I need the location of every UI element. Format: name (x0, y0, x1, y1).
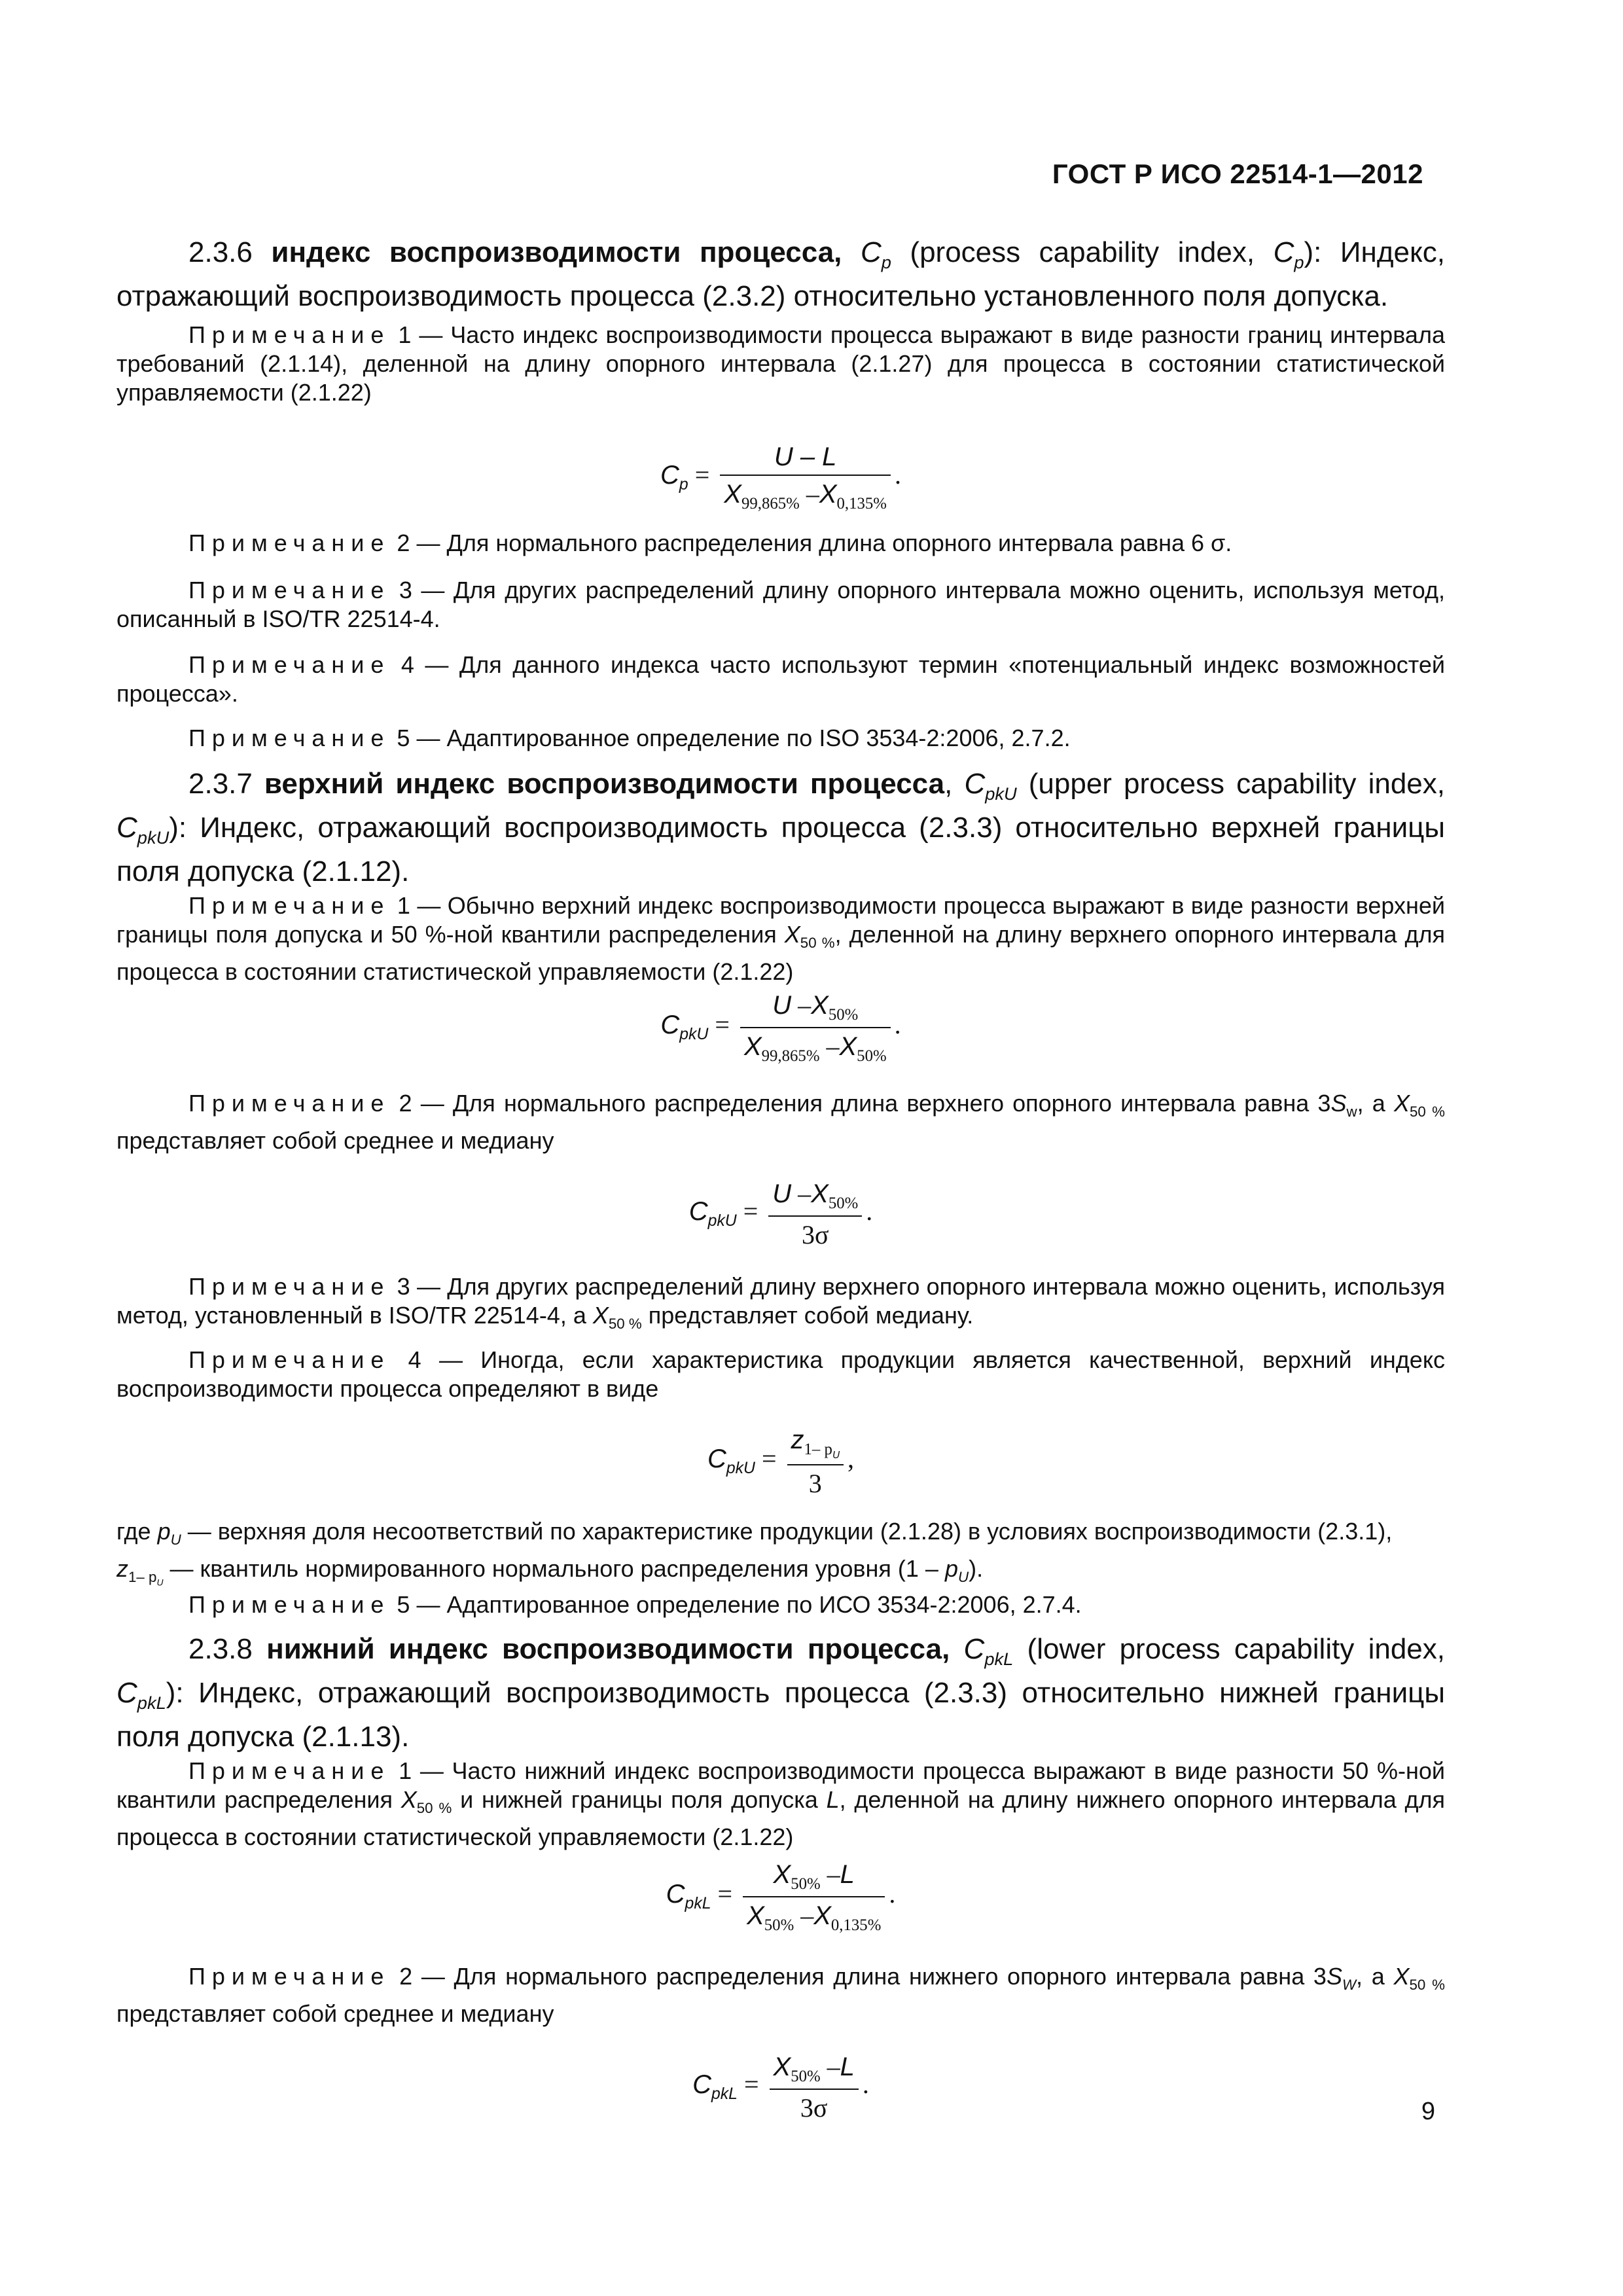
note-number: 1 (397, 892, 410, 919)
term-number: 2.3.7 (188, 768, 253, 800)
formula-x: X (743, 1032, 762, 1061)
formula-numerator (768, 1178, 862, 1217)
where-symbol: p (944, 1555, 958, 1583)
formula-end: . (894, 1010, 901, 1040)
formula-denominator: 3 (808, 1468, 822, 1498)
formula-cpku-3sigma (116, 1178, 1445, 1250)
formula-x: X (811, 1179, 829, 1208)
note-number: 3 (399, 577, 412, 603)
note-symbol: X (1393, 1963, 1410, 1990)
formula-minus: – (800, 1901, 814, 1930)
formula-equals: = (694, 460, 710, 490)
note-label: Примечание (188, 1591, 391, 1618)
formula-numerator (740, 990, 891, 1028)
note-text: представляет собой среднее и медиану (116, 2000, 554, 2028)
formula-equals: = (717, 1879, 733, 1909)
note-label: Примечание (188, 321, 391, 348)
note-text: и нижней границы поля допуска (460, 1786, 818, 1813)
formula-denominator (743, 1897, 885, 1935)
note-label: Примечание (188, 577, 391, 603)
where-label: где (116, 1518, 151, 1545)
note-text: , деленной на длину нижнего опорного интервала для процесса в состоянии статистической управляемости (2.1.22) (116, 1786, 1445, 1851)
note-text: — Для нормального распределения длина опорного интервала равна 6 σ. (416, 529, 1232, 556)
term-symbol-2: C (116, 811, 137, 844)
formula-equals: = (743, 2070, 759, 2100)
formula-sub: 0,135% (830, 1916, 882, 1934)
note-label: Примечание (188, 529, 391, 556)
note-236-2 (116, 529, 1445, 558)
note-text: — Адаптированное определение по ISO 3534-2:2006, 2.7.2. (416, 725, 1071, 751)
formula-x: X (813, 1901, 831, 1930)
note-label: Примечание (188, 892, 391, 919)
term-definition (116, 767, 1445, 889)
formula-sub-text: 1– p (804, 1441, 832, 1458)
formula-x: X (839, 1032, 857, 1061)
formula-denominator (720, 476, 891, 513)
formula-fraction (743, 1859, 885, 1935)
term-english: (upper process capability index, (1028, 768, 1445, 800)
term-english: (process capability index, (910, 236, 1255, 268)
term-number: 2.3.8 (188, 1633, 253, 1665)
note-237-1 (116, 891, 1445, 986)
formula-sub: 50% (791, 2068, 821, 2085)
note-label: Примечание (188, 725, 391, 751)
formula-z: z (791, 1426, 804, 1454)
formula-equals: = (761, 1444, 777, 1474)
formula-numerator: U – L (720, 442, 891, 476)
formula-end: , (847, 1444, 855, 1474)
formula-cpku-z (116, 1424, 1445, 1499)
note-text: , а (1356, 1963, 1385, 1990)
term-symbol: C (964, 768, 986, 800)
note-number: 5 (397, 1591, 410, 1618)
note-text: — Для других распределений длину верхнего опорного интервала можно оценить, используя метод, установленный в ISO/TR 22514-4, а (116, 1273, 1445, 1329)
section-2-3-7 (116, 767, 1445, 889)
term-number: 2.3.6 (188, 236, 253, 268)
term-title: верхний индекс воспроизводимости процесса (264, 768, 945, 800)
term-symbol-sub: pkU (985, 783, 1017, 804)
formula-sub: 99,865% (761, 1047, 820, 1065)
term-symbol-2-sub: pkL (137, 1692, 166, 1713)
formula-minus: – (827, 2052, 840, 2081)
term-symbol: C (860, 236, 882, 268)
formula-numerator (787, 1424, 844, 1465)
formula-end: . (862, 2070, 869, 2100)
formula-end: . (889, 1879, 896, 1909)
note-text: — Для нормального распределения длина нижнего опорного интервала равна 3 (421, 1963, 1327, 1990)
formula-symbol-sub: pkU (726, 1460, 755, 1478)
where-text: ). (969, 1555, 984, 1583)
note-label: Примечание (188, 1346, 391, 1373)
formula-cp (116, 442, 1445, 513)
formula-fraction (770, 2051, 859, 2123)
formula-sub (804, 1441, 840, 1461)
note-number: 2 (399, 1963, 413, 1990)
note-text: — Для других распределений длину опорного интервала можно оценить, используя метод, описанный в ISO/TR 22514-4. (116, 577, 1445, 632)
formula-sub: 50% (791, 1875, 821, 1893)
formula-x: X (819, 480, 837, 509)
where-symbol: p (157, 1518, 171, 1545)
formula-symbol: C (660, 1011, 680, 1040)
term-title: нижний индекс воспроизводимости процесса, (266, 1633, 950, 1665)
term-comma: , (944, 768, 953, 800)
note-236-5 (116, 724, 1445, 753)
term-definition-text: ): Индекс, отражающий воспроизводимость процесса (2.3.2) относительно установленного поля допуска. (116, 236, 1445, 312)
formula-minus: – (798, 990, 812, 1020)
note-label: Примечание (188, 1757, 391, 1784)
formula-u: U (772, 1179, 792, 1208)
term-definition (116, 1632, 1445, 1754)
formula-minus: – (798, 1179, 812, 1208)
note-symbol: X (784, 921, 800, 948)
formula-end: . (866, 1196, 873, 1227)
formula-symbol-sub: p (679, 476, 688, 494)
formula-minus: – (827, 1859, 840, 1889)
formula-u: U (772, 991, 792, 1020)
note-label: Примечание (188, 1963, 391, 1990)
note-symbol-sub: 50 % (608, 1316, 642, 1333)
note-symbol-sub: 50 % (1409, 1103, 1445, 1121)
formula-symbol: C (688, 1197, 708, 1227)
term-definition (116, 236, 1445, 314)
note-number: 1 (398, 321, 412, 348)
formula-equals: = (743, 1196, 758, 1227)
term-symbol-2: C (116, 1676, 137, 1709)
formula-symbol: C (692, 2070, 711, 2100)
note-text: — Часто индекс воспроизводимости процесса выражают в виде разности границ интервала требований (2.1.14), деленной на длину опорного интервала (2.1.27) для процесса в состоянии статистической управляемости (2.1.22) (116, 321, 1445, 406)
note-label: Примечание (188, 1273, 391, 1300)
formula-minus: – (826, 1031, 840, 1061)
note-number: 2 (399, 1090, 412, 1117)
term-symbol-2: C (1273, 236, 1294, 268)
note-number: 4 (401, 651, 414, 678)
formula-sub: 50% (828, 1006, 859, 1024)
note-symbol-sub: 50 % (1409, 1977, 1445, 1994)
note-number: 5 (397, 725, 410, 751)
note-237-3 (116, 1272, 1445, 1338)
note-236-4 (116, 651, 1445, 708)
formula-sub: 50% (764, 1916, 794, 1934)
formula-l: L (840, 2053, 855, 2081)
note-label: Примечание (188, 651, 391, 678)
formula-sub: 50% (828, 1194, 859, 1212)
note-238-2 (116, 1962, 1445, 2028)
note-text: , деленной на длину верхнего опорного интервала для процесса в состоянии статистической управляемости (2.1.22) (116, 921, 1445, 986)
formula-numerator (743, 1859, 885, 1897)
formula-symbol: C (666, 1880, 685, 1909)
formula-symbol: C (660, 461, 679, 490)
note-237-4 (116, 1346, 1445, 1403)
formula-denominator (740, 1028, 891, 1066)
where-symbol-sub: U (957, 1569, 969, 1586)
note-text: , а (1357, 1090, 1385, 1117)
term-definition-text: ): Индекс, отражающий воспроизводимость процесса (2.3.3) относительно верхней границы поля допуска (2.1.12). (116, 811, 1445, 888)
formula-numerator (770, 2051, 859, 2090)
note-symbol-sub: w (1346, 1103, 1357, 1121)
formula-denominator: 3σ (802, 1220, 829, 1249)
formula-minus: – (806, 479, 819, 509)
note-text: — Для нормального распределения длина верхнего опорного интервала равна 3 (420, 1090, 1331, 1117)
note-text: представляет собой среднее и медиану (116, 1127, 554, 1155)
where-symbol: z (116, 1555, 128, 1583)
note-symbol: X (1393, 1090, 1410, 1117)
note-number: 4 (408, 1346, 421, 1373)
formula-fraction (740, 990, 891, 1066)
note-237-2 (116, 1089, 1445, 1155)
formula-fraction (768, 1178, 862, 1250)
term-symbol-2-sub: p (1294, 251, 1304, 272)
note-text: — Для данного индекса часто используют термин «потенциальный индекс возможностей процесса». (116, 651, 1445, 707)
formula-symbol-sub: pkL (685, 1895, 711, 1913)
formula-cpkl (116, 1859, 1445, 1935)
section-2-3-6 (116, 236, 1445, 314)
formula-x: X (773, 1860, 791, 1889)
where-sub-u: U (156, 1577, 164, 1588)
note-text: — Адаптированное определение по ИСО 3534-2:2006, 2.7.4. (416, 1591, 1082, 1618)
term-symbol-sub: p (881, 251, 891, 272)
note-text: — Часто нижний индекс воспроизводимости процесса выражают в виде разности 50 %-ной квантили распределения (116, 1757, 1445, 1813)
formula-denominator: 3σ (800, 2093, 828, 2123)
note-symbol-sub: 50 % (416, 1800, 452, 1817)
formula-equals: = (715, 1010, 730, 1040)
section-2-3-8 (116, 1632, 1445, 1754)
term-english: (lower process capability index, (1027, 1633, 1445, 1665)
note-symbol: S (1330, 1090, 1347, 1117)
where-text: — квантиль нормированного нормального распределения уровня (1 – (169, 1555, 938, 1583)
formula-sub-u: U (832, 1449, 840, 1461)
note-238-1 (116, 1757, 1445, 1852)
page-number: 9 (1421, 2098, 1435, 2125)
formula-x: X (811, 991, 829, 1020)
formula-symbol-sub: pkU (679, 1026, 709, 1044)
note-symbol: X (401, 1786, 417, 1813)
note-symbol-sub: W (1342, 1977, 1357, 1994)
standard-header: ГОСТ Р ИСО 22514-1—2012 (1052, 158, 1423, 189)
note-237-5 (116, 1590, 1445, 1619)
where-block (116, 1517, 1445, 1597)
term-symbol-sub: pkL (984, 1648, 1014, 1669)
note-symbol: S (1326, 1963, 1342, 1990)
formula-sub: 50% (857, 1047, 887, 1065)
where-symbol-sub (128, 1569, 164, 1588)
note-symbol: X (592, 1302, 609, 1329)
term-definition-text: ): Индекс, отражающий воспроизводимость процесса (2.3.3) относительно нижней границы поля допуска (2.1.13). (116, 1676, 1445, 1753)
formula-x: X (724, 480, 741, 509)
formula-sub: 0,135% (836, 495, 887, 512)
note-number: 2 (397, 529, 410, 556)
formula-end: . (894, 460, 901, 490)
note-text: — Обычно верхний индекс воспроизводимости процесса выражают в виде разности верхней границы поля допуска и 50 %-ной квантили распределения (116, 892, 1445, 948)
where-symbol-sub: U (170, 1532, 181, 1549)
note-number: 1 (399, 1757, 412, 1784)
formula-symbol-sub: pkL (711, 2085, 738, 2104)
term-symbol: C (963, 1633, 985, 1665)
formula-cpku (116, 990, 1445, 1066)
note-text: представляет собой медиану. (648, 1302, 974, 1329)
formula-fraction (787, 1424, 844, 1499)
formula-sub: 99,865% (741, 495, 800, 512)
note-symbol-sub: 50 % (800, 935, 835, 952)
formula-cpkl-3sigma (116, 2051, 1445, 2123)
term-symbol-2-sub: pkU (137, 827, 169, 848)
note-236-3 (116, 576, 1445, 634)
where-sub-text: 1– p (128, 1569, 157, 1586)
term-title: индекс воспроизводимости процесса, (271, 236, 842, 268)
formula-x: X (773, 2053, 791, 2081)
note-number: 3 (397, 1273, 410, 1300)
formula-symbol: C (707, 1444, 726, 1474)
formula-fraction (720, 442, 891, 513)
note-text: — Иногда, если характеристика продукции является качественной, верхний индекс воспроизводимости процесса определяют в виде (116, 1346, 1445, 1402)
formula-l: L (840, 1860, 855, 1889)
formula-x: X (747, 1901, 764, 1930)
note-symbol: L (826, 1786, 840, 1813)
note-236-1 (116, 321, 1445, 407)
where-text: — верхняя доля несоответствий по характеристике продукции (2.1.28) в условиях воспроизводимости (2.3.1), (187, 1518, 1393, 1545)
note-label: Примечание (188, 1090, 391, 1117)
formula-symbol-sub: pkU (707, 1212, 737, 1230)
